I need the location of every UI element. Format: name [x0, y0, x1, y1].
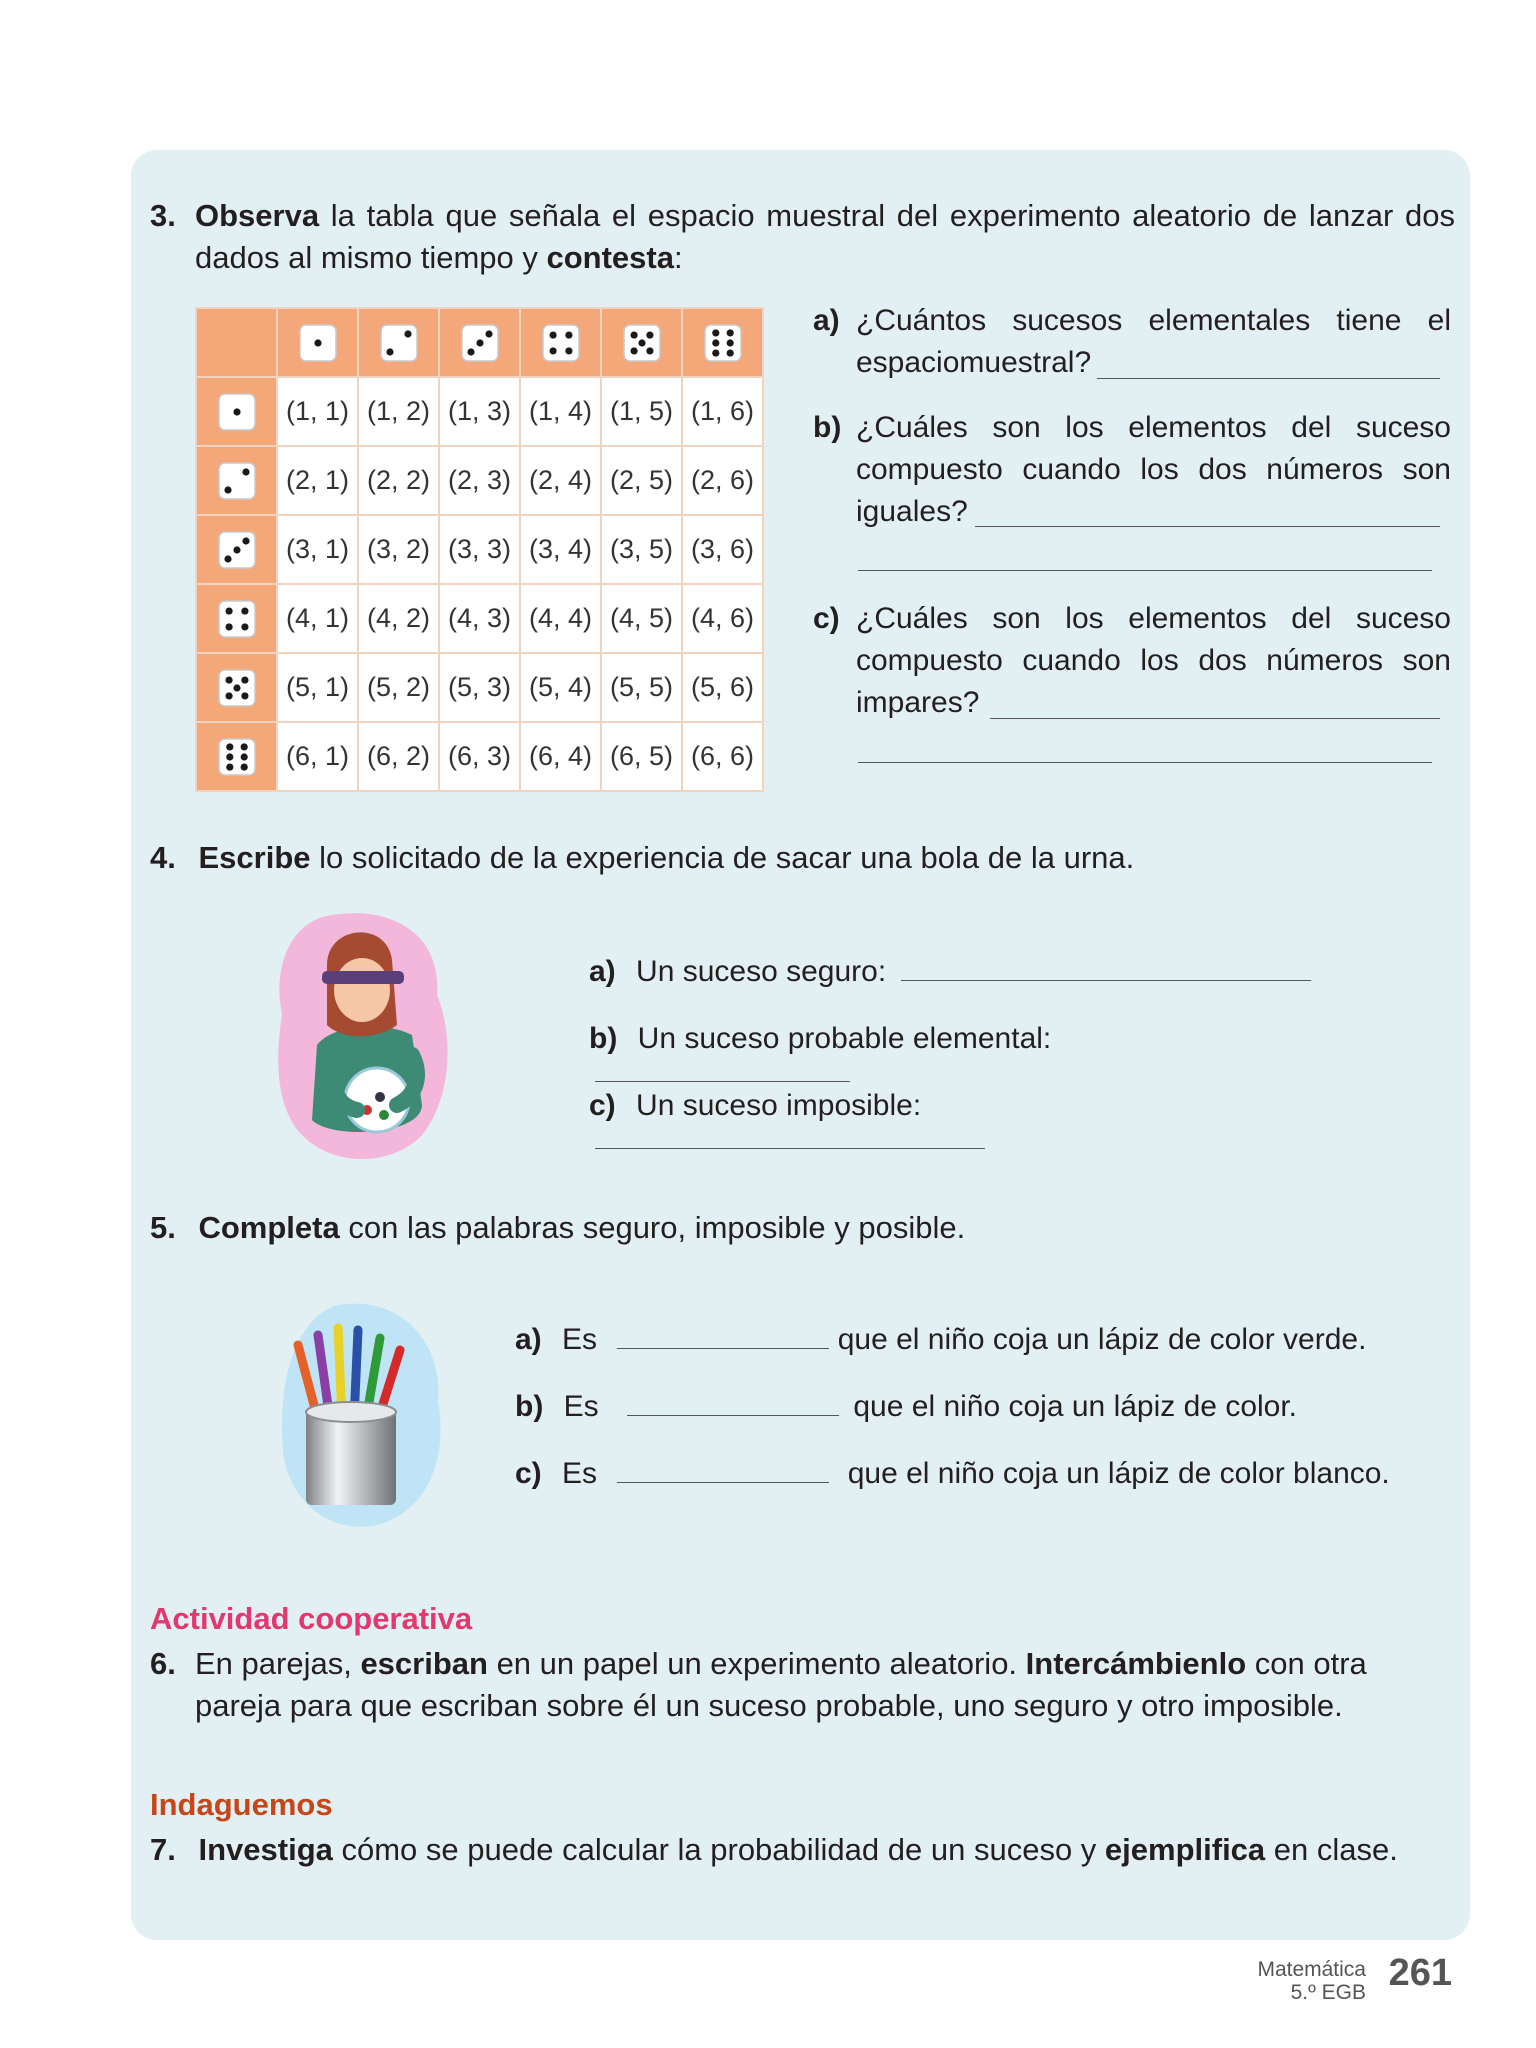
item-label: a): [813, 304, 840, 337]
footer-subject: [1257, 1958, 1366, 2004]
question-3b: [813, 407, 1451, 533]
instruction-text: la tabla que señala el espacio muestral del experimento aleatorio de lanzar dos dados al mismo tiempo y: [195, 198, 1455, 275]
text-part: en clase.: [1265, 1832, 1398, 1867]
instruction-text: con las palabras seguro, imposible y posible.: [339, 1210, 966, 1245]
item-text: que el niño coja un lápiz de color blanco.: [847, 1457, 1390, 1490]
instruction-verb: Observa: [195, 198, 320, 233]
answer-line[interactable]: [617, 1348, 829, 1349]
blindfolded-girl-with-urn-icon: [272, 905, 462, 1167]
question-4: [150, 837, 1134, 879]
row-header: [196, 515, 277, 584]
text-part: en un papel un experimento aleatorio.: [487, 1646, 1026, 1681]
column-header: [358, 308, 439, 377]
item-text: Un suceso seguro:: [636, 955, 887, 988]
die-4-icon: [217, 599, 257, 639]
q5-items: [515, 1323, 1395, 1524]
table-cell: (3, 5): [601, 515, 682, 584]
item-es: Es: [562, 1457, 598, 1490]
table-cell: (5, 3): [439, 653, 520, 722]
table-cell: (6, 4): [520, 722, 601, 791]
table-cell: (2, 1): [277, 446, 358, 515]
item-label: c): [589, 1089, 616, 1122]
table-row: [196, 653, 763, 722]
question-7-text: [198, 1832, 1397, 1867]
item-es: Es: [562, 1323, 598, 1356]
list-item: [589, 1089, 1319, 1156]
item-text: que el niño coja un lápiz de color.: [853, 1390, 1298, 1423]
item-es: Es: [563, 1390, 599, 1423]
table-cell: (5, 2): [358, 653, 439, 722]
page-number: 261: [1388, 1952, 1452, 1994]
table-cell: (2, 3): [439, 446, 520, 515]
table-header-row: [196, 308, 763, 377]
item-label: b): [515, 1390, 544, 1423]
table-cell: (4, 1): [277, 584, 358, 653]
column-header: [520, 308, 601, 377]
table-cell: (2, 4): [520, 446, 601, 515]
answer-line[interactable]: [901, 980, 1311, 981]
table-cell: (1, 6): [682, 377, 763, 446]
answer-line[interactable]: [975, 526, 1440, 527]
table-cell: (1, 1): [277, 377, 358, 446]
answer-line[interactable]: [627, 1415, 839, 1416]
table-row: [196, 515, 763, 584]
instruction-verb: Escribe: [198, 840, 311, 875]
table-cell: (4, 5): [601, 584, 682, 653]
table-row: [196, 446, 763, 515]
instruction-verb-2: contesta: [546, 240, 674, 275]
table-row: [196, 584, 763, 653]
table-cell: (4, 2): [358, 584, 439, 653]
question-6: [150, 1643, 1455, 1723]
answer-line[interactable]: [1097, 378, 1440, 379]
column-header: [439, 308, 520, 377]
question-number: 7.: [150, 1832, 176, 1867]
table-corner-cell: [196, 308, 277, 377]
item-text: ¿Cuáles son los elementos del suceso compuesto cuando los dos números son iguales?: [856, 411, 1451, 528]
column-header: [601, 308, 682, 377]
instruction-verb-2: ejemplifica: [1104, 1832, 1266, 1867]
item-label: a): [589, 955, 616, 988]
question-4-text: [198, 840, 1134, 875]
table-cell: (2, 5): [601, 446, 682, 515]
list-item: [589, 955, 1319, 1022]
instruction-verb: escriban: [360, 1646, 488, 1681]
table-cell: (6, 2): [358, 722, 439, 791]
instruction-text: lo solicitado de la experiencia de sacar una bola de la urna.: [310, 840, 1135, 875]
sample-space-table: [195, 307, 764, 792]
answer-line[interactable]: [858, 762, 1432, 763]
die-4-icon: [541, 323, 581, 363]
die-1-icon: [217, 392, 257, 432]
question-number: 6.: [150, 1646, 176, 1681]
die-5-icon: [622, 323, 662, 363]
question-number: 4.: [150, 840, 176, 875]
instruction-verb: Completa: [198, 1210, 340, 1245]
table-cell: (1, 4): [520, 377, 601, 446]
table-cell: (1, 2): [358, 377, 439, 446]
cooperative-activity-title: Actividad cooperativa: [150, 1601, 473, 1636]
indaguemos-title: Indaguemos: [150, 1787, 333, 1822]
list-item: [515, 1390, 1395, 1457]
table-cell: (5, 1): [277, 653, 358, 722]
table-cell: (6, 5): [601, 722, 682, 791]
answer-line[interactable]: [858, 570, 1432, 571]
table-cell: (3, 6): [682, 515, 763, 584]
list-item: [589, 1022, 1319, 1089]
q4-items: [589, 955, 1319, 1156]
answer-line[interactable]: [595, 1081, 850, 1082]
die-6-icon: [217, 737, 257, 777]
pencil-cup-icon: [278, 1300, 448, 1530]
colon: :: [673, 240, 683, 275]
instruction-verb: Investiga: [198, 1832, 333, 1867]
question-3: [150, 195, 1455, 275]
question-5: [150, 1207, 965, 1249]
die-3-icon: [217, 530, 257, 570]
table-cell: (5, 4): [520, 653, 601, 722]
question-3a: [813, 300, 1451, 384]
row-header: [196, 722, 277, 791]
text-part: cómo se puede calcular la probabilidad de un suceso y: [332, 1832, 1105, 1867]
question-6-text: [195, 1643, 1455, 1727]
item-label: a): [515, 1323, 542, 1356]
answer-line[interactable]: [617, 1482, 829, 1483]
die-6-icon: [703, 323, 743, 363]
item-text: ¿Cuáles son los elementos del suceso compuesto cuando los dos números son impares?: [856, 602, 1451, 719]
question-3c: [813, 598, 1451, 724]
answer-line[interactable]: [595, 1148, 985, 1149]
subject-label: Matemática: [1257, 1958, 1366, 1981]
table-cell: (5, 6): [682, 653, 763, 722]
die-3-icon: [460, 323, 500, 363]
table-cell: (2, 2): [358, 446, 439, 515]
text-part: con otra pareja para que escriban sobre él un suceso probable, uno seguro y otro imposible.: [195, 1646, 1367, 1723]
table-cell: (3, 2): [358, 515, 439, 584]
item-label: c): [813, 602, 840, 635]
instruction-verb-2: Intercámbienlo: [1025, 1646, 1247, 1681]
column-header: [682, 308, 763, 377]
item-text: ¿Cuántos sucesos elementales tiene el espaciomuestral?: [856, 304, 1451, 379]
question-number: 5.: [150, 1210, 176, 1245]
table-cell: (2, 6): [682, 446, 763, 515]
row-header: [196, 653, 277, 722]
table-cell: (6, 6): [682, 722, 763, 791]
item-label: b): [589, 1022, 618, 1055]
question-3-text: [195, 195, 1455, 279]
table-cell: (5, 5): [601, 653, 682, 722]
list-item: [515, 1323, 1395, 1390]
table-cell: (6, 3): [439, 722, 520, 791]
grade-label: 5.º EGB: [1290, 1981, 1366, 2004]
table-row: [196, 377, 763, 446]
question-7: [150, 1829, 1455, 1871]
item-text: Un suceso probable elemental:: [637, 1022, 1052, 1055]
table-cell: (4, 6): [682, 584, 763, 653]
row-header: [196, 377, 277, 446]
table-cell: (1, 3): [439, 377, 520, 446]
table-cell: (3, 3): [439, 515, 520, 584]
table-cell: (4, 4): [520, 584, 601, 653]
item-label: b): [813, 411, 842, 444]
table-cell: (1, 5): [601, 377, 682, 446]
question-5-text: [198, 1210, 965, 1245]
text-part: En parejas,: [195, 1646, 361, 1681]
list-item: [515, 1457, 1395, 1524]
die-5-icon: [217, 668, 257, 708]
table-cell: (3, 1): [277, 515, 358, 584]
column-header: [277, 308, 358, 377]
table-cell: (3, 4): [520, 515, 601, 584]
item-text: Un suceso imposible:: [636, 1089, 922, 1122]
question-number: 3.: [150, 198, 176, 233]
die-1-icon: [298, 323, 338, 363]
table-cell: (6, 1): [277, 722, 358, 791]
row-header: [196, 584, 277, 653]
item-text: que el niño coja un lápiz de color verde.: [837, 1323, 1367, 1356]
die-2-icon: [217, 461, 257, 501]
row-header: [196, 446, 277, 515]
table-row: [196, 722, 763, 791]
answer-line[interactable]: [990, 718, 1440, 719]
die-2-icon: [379, 323, 419, 363]
item-label: c): [515, 1457, 542, 1490]
table-cell: (4, 3): [439, 584, 520, 653]
